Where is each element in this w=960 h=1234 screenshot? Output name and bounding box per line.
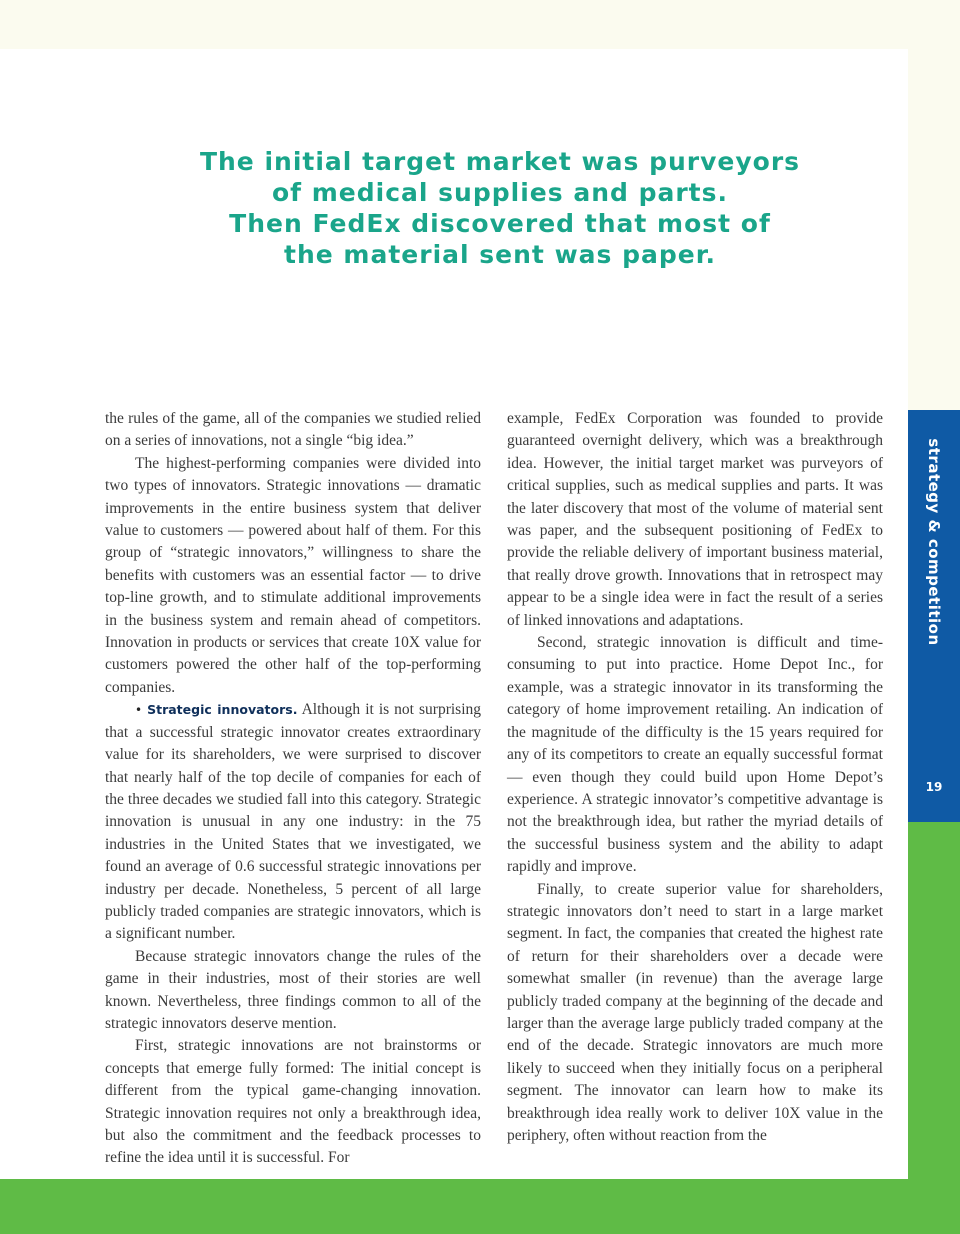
paragraph-text: Although it is not surprising that a successful strategic innovator creates extraordinary value for its shareholders, we were surprised to discover that nearly half of the top decile of companies for each of the three decades we studied fall into this category. Strategic innovation is unusual in any one industry: in the 75 industries in the United States that we investigated, we found an average of 0.6 successful strategic innovations per industry per decade. Nonetheless, 5 percent of all large publicly traded companies are strategic innovators, which is a significant number.: [105, 701, 482, 943]
bottom-green-band: [0, 1179, 960, 1234]
pull-quote: [150, 146, 850, 270]
run-in-heading: Strategic innovators.: [147, 702, 298, 718]
pull-quote-line: Then FedEx discovered that most of: [229, 209, 771, 238]
bullet-paragraph: [105, 699, 481, 945]
section-label: strategy & competition: [925, 438, 943, 646]
page-number: 19: [925, 780, 943, 794]
body-column-right: [507, 408, 883, 1147]
paragraph: the rules of the game, all of the companies we studied relied on a series of innovations, not a single “big idea.”: [105, 410, 481, 450]
paragraph: First, strategic innovations are not brainstorms or concepts that emerge fully formed: The initial concept is different from the typical game-changing innovation. Strategic innovation requires not only a breakthrough idea, but also the commitment and the feedback processes to refine the idea until it is successful. For: [105, 1037, 481, 1167]
sidebar-green-band: [908, 822, 960, 1180]
paragraph: Second, strategic innovation is difficult and time-consuming to put into practice. Home Depot Inc., for example, was a strategic innovator in its transforming the category of home improvement retailing. An indication of the magnitude of the difficulty is the 15 years required for any of its competitors to create an equally successful format — even though they could build upon Home Depot’s experience. A strategic innovator’s competitive advantage is not the breakthrough idea, but rather the myriad details of the successful business system and the ability to adapt rapidly and improve.: [507, 634, 883, 876]
paragraph: Finally, to create superior value for shareholders, strategic innovators don’t need to start in a large market segment. In fact, the companies that created the highest rate of return for their shareholders over a decade were somewhat smaller (in revenue) than the average large publicly traded company at the beginning of the decade and larger than the average large publicly traded company at the end of the decade. Strategic innovators are much more likely to succeed when they initially focus on a peripheral segment. The innovator can learn how to make its breakthrough idea really work to deliver 10X value in the periphery, often without reaction from the: [507, 880, 883, 1144]
paragraph: Because strategic innovators change the rules of the game in their industries, most of their stories are well known. Nevertheless, three findings common to all of the strategic innovators deserve mention.: [105, 947, 481, 1032]
pull-quote-line: of medical supplies and parts.: [271, 178, 729, 207]
paragraph: The highest-performing companies were divided into two types of innovators. Strategic innovations — dramatic improvements in the entire business system that deliver value to customers — powered about half of them. For this group of “strategic innovators,” willingness to share the benefits with customers was an essential factor — to drive top-line growth, and to stimulate additional improvements in the business system and remain ahead of competitors. Innovation in products or services that create 10X value for customers powered the other half of the top-performing companies.: [105, 454, 481, 696]
body-column-left: [105, 408, 481, 1170]
pull-quote-line: The initial target market was purveyors: [199, 147, 801, 176]
paragraph: example, FedEx Corporation was founded to provide guaranteed overnight delivery, which was a breakthrough idea. However, the initial target market was purveyors of critical supplies, such as medical supplies and parts. It was the later discovery that most of the volume of material sent was paper, and the subsequent positioning of FedEx to provide the reliable delivery of important business material, that really drove growth. Innovations that in retrospect may appear to be a single idea were in fact the result of a series of linked innovations and adaptations.: [507, 410, 883, 629]
bullet-icon: •: [135, 703, 143, 718]
pull-quote-line: the material sent was paper.: [284, 240, 716, 269]
